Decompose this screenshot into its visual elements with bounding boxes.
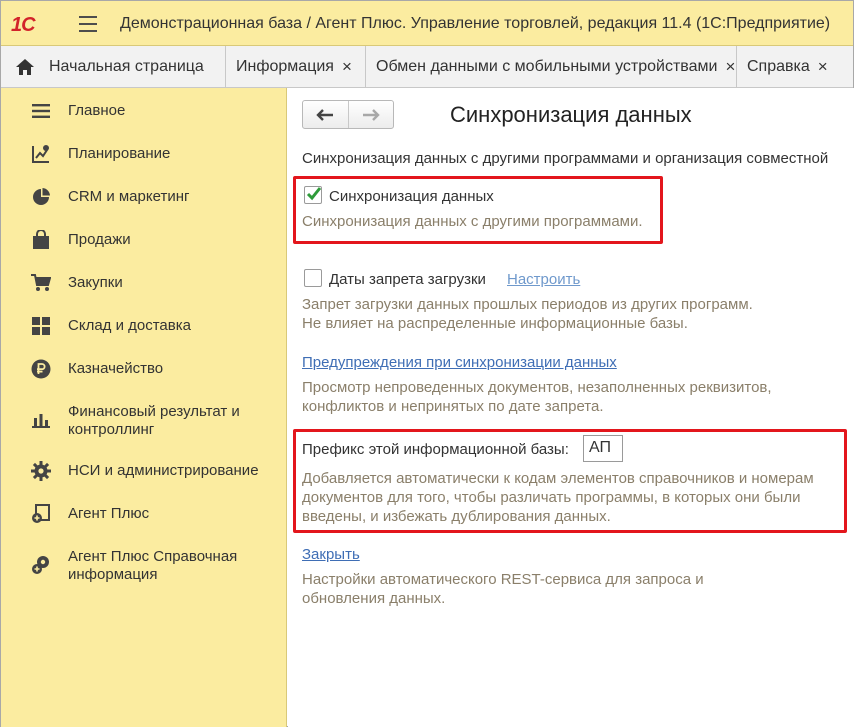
sidebar (1, 88, 287, 727)
ban-dates-description-1: Запрет загрузки данных прошлых периодов из других программ. (302, 296, 753, 313)
intro-text: Синхронизация данных с другими программами и организация совместной (302, 150, 829, 167)
sidebar-item-label: НСИ и администрирование (68, 462, 259, 479)
prefix-description-3: введены, и избежать дублирования данных. (302, 508, 611, 525)
history-nav (302, 100, 394, 129)
sidebar-item-agent-plus[interactable] (1, 503, 287, 527)
sidebar-item-label: Планирование (68, 145, 171, 162)
tab-label: Начальная страница (49, 58, 204, 75)
close-description-2: обновления данных. (302, 590, 446, 607)
sidebar-item-treasury[interactable] (1, 358, 287, 382)
sidebar-item-sales[interactable] (1, 229, 287, 253)
tab-label: Справка (747, 58, 810, 75)
sidebar-item-crm[interactable] (1, 186, 287, 210)
configure-link[interactable]: Настроить (507, 271, 581, 288)
prefix-description-2: документов для того, чтобы различать программы, в которых они были (302, 489, 801, 506)
main-content (288, 88, 854, 727)
tab-information[interactable] (226, 46, 366, 88)
pie-chart-icon (30, 186, 52, 208)
close-link[interactable]: Закрыть (302, 546, 360, 563)
checkmark-icon (305, 186, 323, 202)
1c-logo: 1С (11, 14, 35, 36)
bar-chart-icon (30, 409, 52, 431)
ban-dates-description-2: Не влияет на распределенные информационные базы. (302, 315, 688, 332)
sync-data-checkbox[interactable] (304, 186, 322, 204)
page-title: Синхронизация данных (450, 102, 692, 127)
sidebar-item-label: Казначейство (68, 360, 164, 377)
prefix-input[interactable]: АП (583, 435, 623, 462)
tab-home[interactable] (1, 46, 226, 88)
shopping-bag-icon (30, 229, 52, 251)
menu-list-icon (30, 100, 52, 122)
sidebar-item-label: Агент Плюс (68, 505, 150, 522)
sidebar-item-agent-plus-info[interactable] (1, 546, 287, 586)
app-title: Демонстрационная база / Агент Плюс. Управление торговлей, редакция 11.4 (1С:Предприятие) (120, 15, 831, 32)
prefix-label: Префикс этой информационной базы: (302, 441, 569, 458)
planning-chart-icon (30, 143, 52, 165)
sidebar-item-nsi-admin[interactable] (1, 460, 287, 484)
tab-label: Обмен данными с мобильными устройствами (376, 58, 718, 75)
back-button[interactable] (303, 101, 348, 128)
sidebar-item-planning[interactable] (1, 143, 287, 167)
agent-info-icon (30, 554, 52, 576)
forward-button[interactable] (348, 101, 393, 128)
gear-icon (30, 460, 52, 482)
warnings-description-2: конфликтов и непринятых по дате запрета. (302, 398, 604, 415)
hamburger-menu-icon[interactable] (79, 16, 97, 32)
agent-plus-icon (30, 503, 52, 525)
close-icon[interactable]: × (725, 57, 736, 76)
sidebar-item-financial-result[interactable] (1, 401, 287, 441)
sidebar-item-purchases[interactable] (1, 272, 287, 296)
prefix-description-1: Добавляется автоматически к кодам элементов справочников и номерам (302, 470, 814, 487)
sidebar-item-label: Агент Плюс Справочная информация (68, 548, 238, 583)
home-icon (15, 58, 35, 76)
close-icon[interactable]: × (817, 57, 828, 76)
tab-help[interactable] (737, 46, 853, 88)
sync-data-label[interactable]: Синхронизация данных (329, 188, 494, 205)
title-bar (1, 1, 853, 46)
tab-mobile-exchange[interactable] (366, 46, 737, 88)
ruble-coin-icon (30, 358, 52, 380)
sidebar-item-label: Продажи (68, 231, 131, 248)
sidebar-item-label: Склад и доставка (68, 317, 191, 334)
warnings-description-1: Просмотр непроведенных документов, незаполненных реквизитов, (302, 379, 772, 396)
sidebar-item-label: Финансовый результат и контроллинг (68, 403, 240, 438)
arrow-left-icon (316, 109, 334, 121)
close-icon[interactable]: × (341, 57, 352, 76)
tab-bar (1, 46, 853, 88)
sync-warnings-link[interactable]: Предупреждения при синхронизации данных (302, 354, 617, 371)
tab-label: Информация (236, 58, 334, 75)
ban-dates-checkbox[interactable] (304, 269, 322, 287)
sidebar-item-label: Главное (68, 102, 126, 119)
ban-dates-label[interactable]: Даты запрета загрузки (329, 271, 486, 288)
sync-data-description: Синхронизация данных с другими программами. (302, 213, 643, 230)
sidebar-item-label: CRM и маркетинг (68, 188, 190, 205)
close-description-1: Настройки автоматического REST-сервиса для запроса и (302, 571, 704, 588)
sidebar-item-label: Закупки (68, 274, 123, 291)
sidebar-item-main[interactable] (1, 100, 287, 124)
sidebar-item-warehouse[interactable] (1, 315, 287, 339)
arrow-right-icon (362, 109, 380, 121)
cart-icon (30, 272, 52, 294)
warehouse-grid-icon (30, 315, 52, 337)
